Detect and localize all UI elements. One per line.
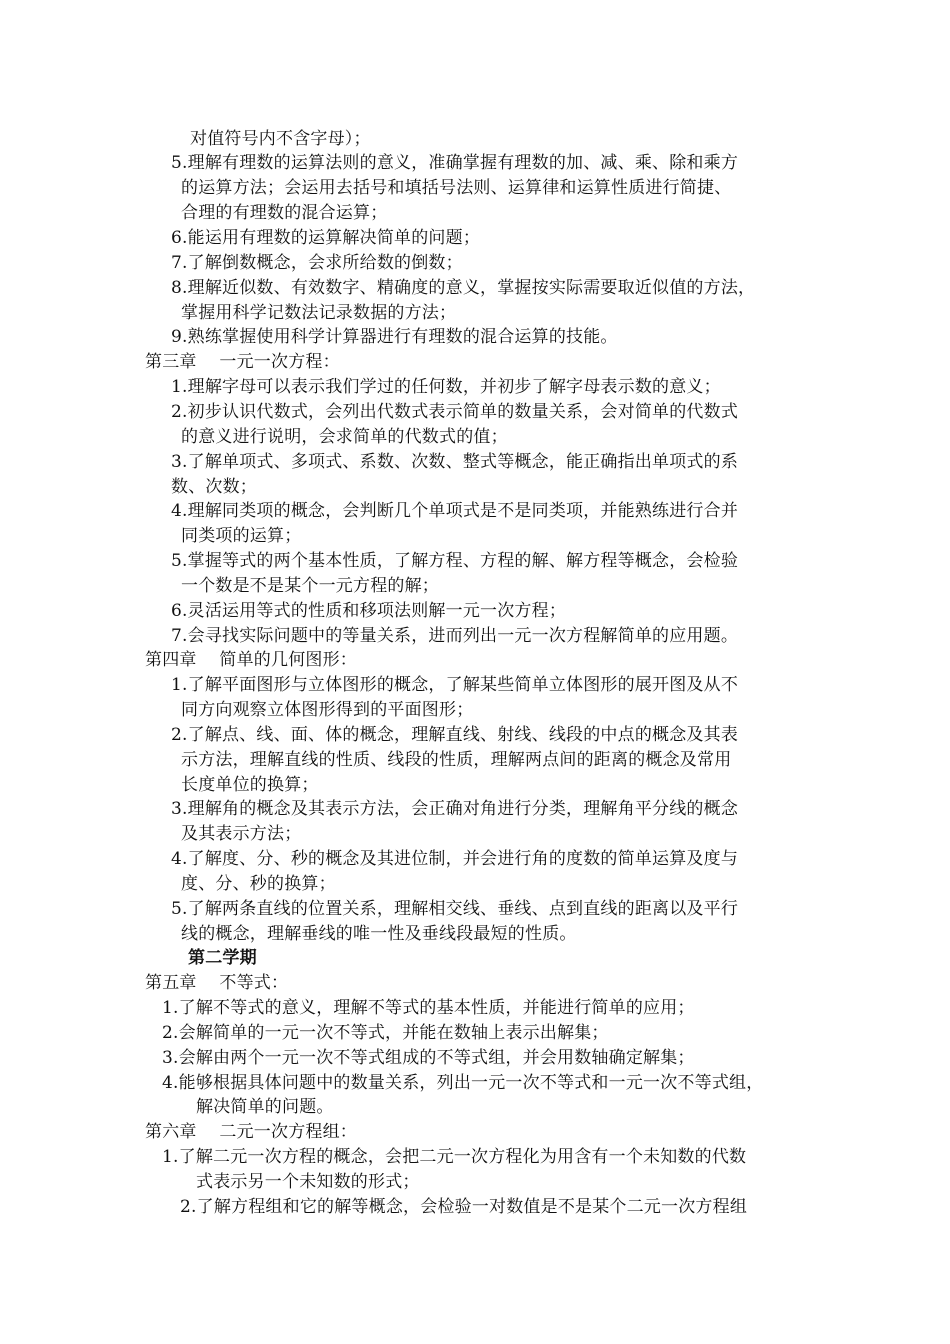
text-line: 数、次数；	[171, 477, 257, 497]
text-line: 9.熟练掌握使用科学计算器进行有理数的混合运算的技能。	[171, 327, 618, 347]
text-line: 4.了解度、分、秒的概念及其进位制，并会进行角的度数的简单运算及度与	[171, 849, 739, 869]
chapter-heading: 第六章 二元一次方程组：	[145, 1122, 358, 1142]
text-line: 7.了解倒数概念，会求所给数的倒数；	[171, 253, 463, 273]
text-line: 1.了解二元一次方程的概念，会把二元一次方程化为用含有一个未知数的代数	[162, 1147, 747, 1167]
text-line: 合理的有理数的混合运算；	[181, 203, 388, 223]
text-line: 2.初步认识代数式，会列出代数式表示简单的数量关系，会对简单的代数式	[171, 402, 739, 422]
text-line: 7.会寻找实际问题中的等量关系，进而列出一元一次方程解简单的应用题。	[171, 626, 739, 646]
text-line: 一个数是不是某个一元方程的解；	[181, 576, 439, 596]
text-line: 1.了解平面图形与立体图形的概念，了解某些简单立体图形的展开图及从不	[171, 675, 739, 695]
chapter-heading: 第四章 简单的几何图形：	[145, 650, 358, 670]
text-line: 3.理解角的概念及其表示方法，会正确对角进行分类，理解角平分线的概念	[171, 799, 739, 819]
text-line: 2.了解点、线、面、体的概念，理解直线、射线、线段的中点的概念及其表	[171, 725, 739, 745]
chapter-heading: 第三章 一元一次方程：	[145, 352, 340, 372]
text-line: 同方向观察立体图形得到的平面图形；	[181, 700, 474, 720]
text-line: 同类项的运算；	[181, 526, 302, 546]
text-line: 解决简单的问题。	[196, 1097, 334, 1117]
semester-heading: 第二学期	[188, 948, 257, 968]
text-line: 及其表示方法；	[181, 824, 302, 844]
text-line: 6.能运用有理数的运算解决简单的问题；	[171, 228, 481, 248]
text-line: 掌握用科学记数法记录数据的方法；	[181, 303, 457, 323]
text-line: 式表示另一个未知数的形式；	[196, 1172, 420, 1192]
text-line: 6.灵活运用等式的性质和移项法则解一元一次方程；	[171, 601, 567, 621]
text-line: 8.理解近似数、有效数字、精确度的意义，掌握按实际需要取近似值的方法，	[171, 278, 756, 298]
text-line: 对值符号内不含字母）；	[190, 129, 371, 149]
text-line: 2.会解简单的一元一次不等式，并能在数轴上表示出解集；	[162, 1023, 609, 1043]
text-line: 5.了解两条直线的位置关系，理解相交线、垂线、点到直线的距离以及平行	[171, 899, 739, 919]
text-line: 5.理解有理数的运算法则的意义，准确掌握有理数的加、减、乘、除和乘方	[171, 153, 739, 173]
text-line: 5.掌握等式的两个基本性质，了解方程、方程的解、解方程等概念，会检验	[171, 551, 739, 571]
text-line: 1.了解不等式的意义，理解不等式的基本性质，并能进行简单的应用；	[162, 998, 695, 1018]
text-line: 3.了解单项式、多项式、系数、次数、整式等概念，能正确指出单项式的系	[171, 452, 739, 472]
text-line: 3.会解由两个一元一次不等式组成的不等式组，并会用数轴确定解集；	[162, 1048, 695, 1068]
text-line: 度、分、秒的换算；	[181, 874, 336, 894]
text-line: 长度单位的换算；	[181, 775, 319, 795]
text-line: 1.理解字母可以表示我们学过的任何数，并初步了解字母表示数的意义；	[171, 377, 721, 397]
text-line: 示方法，理解直线的性质、线段的性质，理解两点间的距离的概念及常用	[181, 750, 732, 770]
text-line: 的运算方法；会运用去括号和填括号法则、运算律和运算性质进行简捷、	[181, 178, 732, 198]
text-line: 的意义进行说明，会求简单的代数式的值；	[181, 427, 508, 447]
text-line: 2.了解方程组和它的解等概念，会检验一对数值是不是某个二元一次方程组	[180, 1197, 748, 1217]
text-line: 4.能够根据具体问题中的数量关系，列出一元一次不等式和一元一次不等式组，	[162, 1073, 764, 1093]
chapter-heading: 第五章 不等式：	[145, 973, 289, 993]
text-line: 4.理解同类项的概念，会判断几个单项式是不是同类项，并能熟练进行合并	[171, 501, 739, 521]
text-line: 线的概念，理解垂线的唯一性及垂线段最短的性质。	[181, 924, 577, 944]
